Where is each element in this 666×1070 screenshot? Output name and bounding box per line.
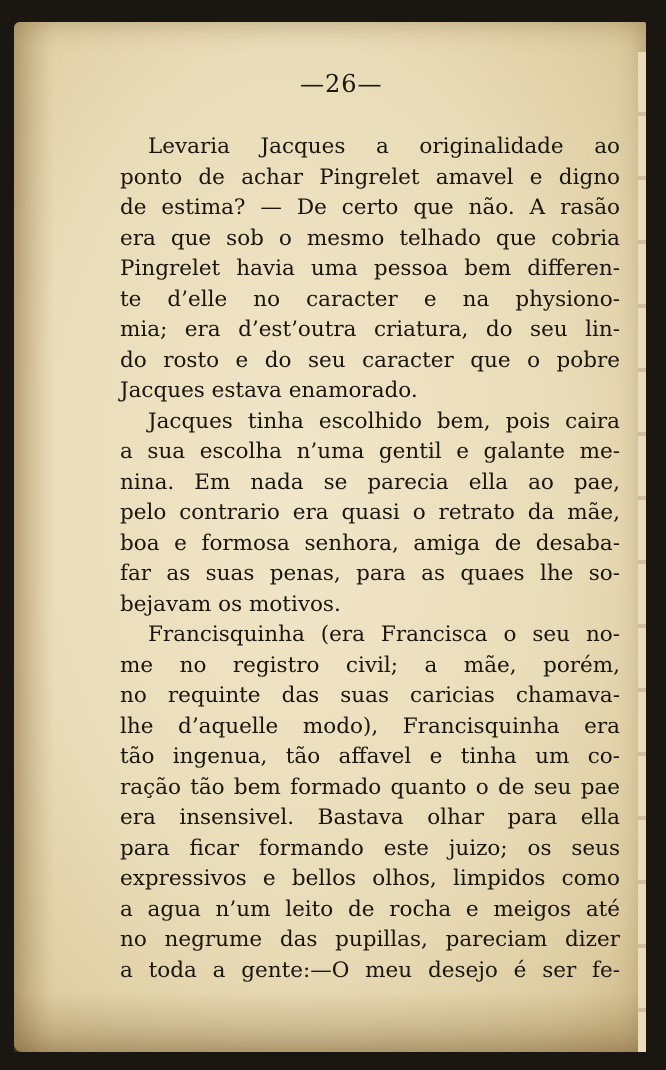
text-line: bejavam os motivos. — [120, 591, 341, 617]
text-line: Pingrelet havia uma pessoa bem differen- — [120, 256, 620, 281]
text-line: me no registro civil; a mãe, porém, — [120, 652, 620, 678]
text-line: far as suas penas, para as quaes lhe so- — [120, 561, 620, 586]
text-line: Levaria Jacques a originalidade ao — [148, 134, 620, 159]
text-line: pelo contrario era quasi o retrato da mãe, — [120, 500, 620, 525]
text-line: a toda a gente:—O meu desejo é ser fe- — [120, 957, 620, 983]
text-line: ponto de achar Pingrelet amavel e digno — [120, 164, 620, 190]
text-line: boa e formosa senhora, amiga de desaba- — [120, 530, 620, 556]
text-line: era insensivel. Bastava olhar para ella — [120, 805, 620, 830]
text-line: lhe d’aquelle modo), Francisquinha era — [120, 713, 620, 739]
text-line: do rosto e do seu caracter que o pobre — [120, 347, 620, 373]
text-line: a agua n’um leito de rocha e meigos até — [120, 896, 620, 922]
page-right-edge — [638, 52, 646, 1052]
page-number: —26— — [300, 70, 383, 98]
text-line: expressivos e bellos olhos, limpidos como — [120, 866, 620, 891]
text-line: era que sob o mesmo telhado que cobria — [120, 225, 620, 251]
text-line: ração tão bem formado quanto o de seu pae — [120, 774, 620, 800]
text-line: de estima? — De certo que não. A rasão — [120, 195, 620, 220]
text-line: para ficar formando este juizo; os seus — [120, 835, 620, 861]
text-line: mia; era d’est’outra criatura, do seu lin- — [120, 317, 620, 342]
body-text — [120, 132, 620, 986]
text-line: nina. Em nada se parecia ella ao pae, — [120, 469, 620, 495]
text-line: no negrume das pupillas, pareciam dizer — [120, 927, 620, 952]
page-bottom-stain — [14, 992, 646, 1052]
text-line: no requinte das suas caricias chamava- — [120, 683, 620, 708]
text-line: Francisquinha (era Francisca o seu no- — [148, 622, 620, 647]
text-line: a sua escolha n’uma gentil e galante me- — [120, 439, 620, 464]
page-edge-stain — [14, 22, 54, 1052]
text-line: te d’elle no caracter e na physiono- — [120, 286, 620, 312]
text-line: tão ingenua, tão affavel e tinha um co- — [120, 744, 620, 769]
text-line: Jacques tinha escolhido bem, pois caira — [148, 408, 620, 434]
text-line: Jacques estava enamorado. — [120, 378, 418, 403]
